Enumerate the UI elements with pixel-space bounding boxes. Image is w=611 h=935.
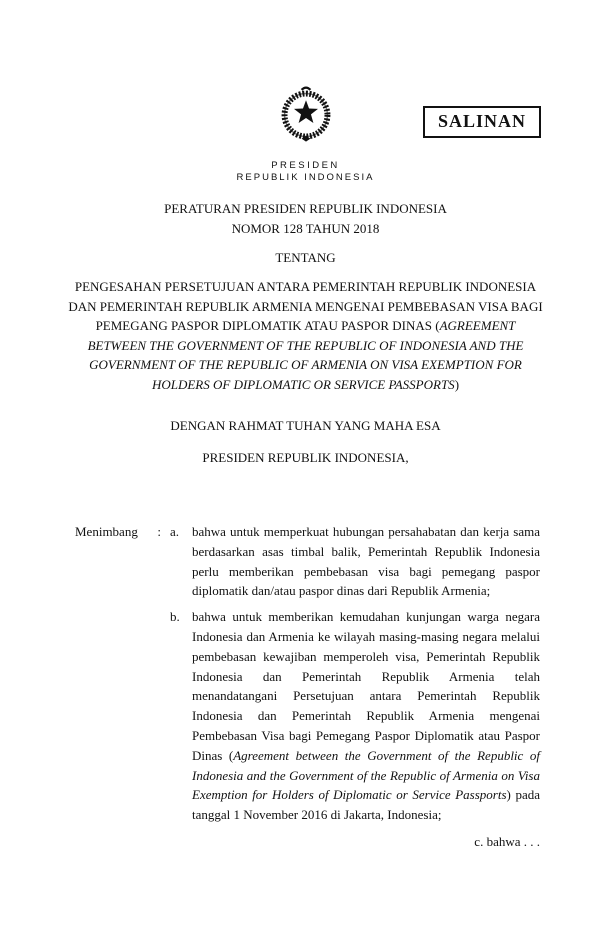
subject-text-close: ): [454, 376, 460, 392]
salinan-stamp: [423, 106, 541, 138]
item-b-text: [192, 607, 540, 825]
salinan-stamp-label: SALINAN: [437, 111, 526, 131]
letterhead-line-presiden: PRESIDEN: [271, 160, 340, 171]
consideration-item-b: [170, 607, 540, 825]
consideration-item-a: [170, 522, 540, 601]
considerations-section: [75, 522, 540, 852]
item-b-seg0: bahwa untuk memberikan kemudahan kunjungan warga negara Indonesia dan Armenia ke wilayah masing-masing negara melalui pembebasan kewajiban memperoleh visa, Pemerintah Republik Indonesia dan Pemerintah Republik Armenia telah menandatangani Persetujuan antara Pemerintah Republik Indonesia dan Pemerintah Republik Armenia mengenai Pembebasan Visa bagi Pemegang Paspor Diplomatik atau Paspor Dinas (: [192, 609, 540, 763]
subject-text-english: AGREEMENT BETWEEN THE GOVERNMENT OF THE REPUBLIC OF INDONESIA AND THE GOVERNMENT OF THE REPUBLIC OF ARMENIA ON VISA EXEMPTION FOR HOLDERS OF DIPLOMATIC OR SERVICE PASSPORTS: [87, 318, 524, 392]
regulation-subject: [67, 277, 545, 394]
letterhead: [0, 160, 611, 184]
regulation-number: NOMOR 128 TAHUN 2018: [231, 221, 380, 236]
subject-text: PENGESAHAN PERSETUJUAN ANTARA PEMERINTAH REPUBLIK INDONESIA DAN PEMERINTAH REPUBLIK ARMENIA MENGENAI PEMBEBASAN VISA BAGI PEMEGANG PASPOR DIPLOMATIK ATAU PASPOR DINAS (: [68, 279, 543, 333]
item-b-seg1: Agreement between the Government of the Republic of Indonesia and the Government of the Republic of Armenia on Visa Exemption for Holders of Diplomatic or Service Passports: [192, 747, 540, 803]
presidential-seal-icon: [269, 78, 343, 152]
item-b-seg2: ) pada tanggal 1 November 2016 di Jakarta, Indonesia;: [192, 787, 540, 823]
menimbang-colon: :: [157, 524, 161, 539]
authority-line: PRESIDEN REPUBLIK INDONESIA,: [202, 450, 409, 465]
tentang-label: TENTANG: [275, 250, 336, 265]
item-a-seg0: bahwa untuk memperkuat hubungan persahabatan dan kerja sama berdasarkan asas timbal balik, Pemerintah Republik Indonesia perlu memberikan pembebasan visa bagi pemegang paspor diplomatik dan/atau paspor dinas dari Republik Armenia;: [192, 524, 540, 599]
menimbang-label: [75, 522, 170, 852]
menimbang-text: Menimbang: [75, 524, 138, 539]
invocation-line: DENGAN RAHMAT TUHAN YANG MAHA ESA: [170, 418, 441, 433]
regulation-title: PERATURAN PRESIDEN REPUBLIK INDONESIA: [164, 201, 447, 216]
title-block: [0, 199, 611, 268]
letterhead-line-republik: REPUBLIK INDONESIA: [236, 172, 375, 183]
page-catchword: c. bahwa . . .: [474, 833, 540, 849]
item-b-letter: b.: [170, 609, 180, 625]
item-a-letter: a.: [170, 524, 180, 539]
item-a-text: [192, 522, 540, 601]
